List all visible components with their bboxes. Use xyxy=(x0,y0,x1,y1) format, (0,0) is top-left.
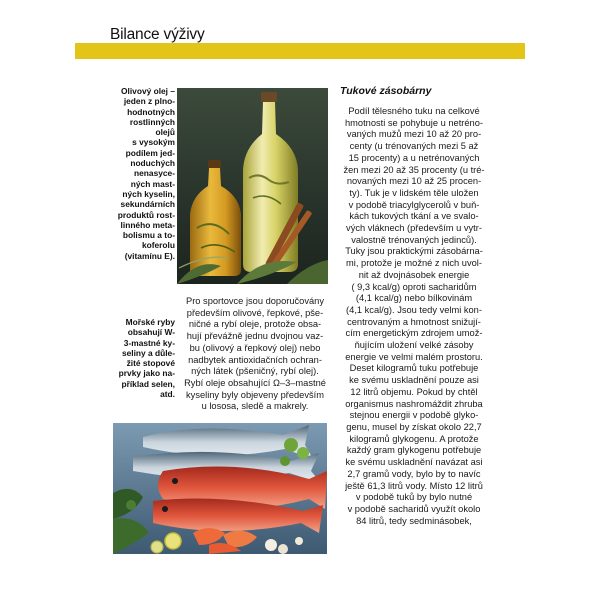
text-line: každý gram glykogenu potřebuje xyxy=(346,445,482,456)
caption-line: podílem jed- xyxy=(125,147,175,158)
caption-line: linného meta- xyxy=(120,219,175,230)
text-line: Deset kilogramů tuku potřebuje xyxy=(349,363,479,374)
olive-oil-bottles-photo xyxy=(177,88,328,284)
text-line: 15 procenty) a u netrénovaných xyxy=(348,152,480,163)
text-line: Tuky jsou praktickými zásobárna- xyxy=(345,246,483,257)
text-line: v podobě triacylglycerolů v buň- xyxy=(348,199,480,210)
text-line: 12 litrů objemu. Pokud by chtěl xyxy=(350,386,478,397)
text-line: ničné a rybí oleje, protože obsa- xyxy=(188,319,322,330)
text-line: především olivové, řepkové, pše- xyxy=(186,307,324,318)
text-line: hují převážně jednu dvojnou vaz- xyxy=(186,331,324,342)
text-line: v podobě sacharidů využít okolo xyxy=(347,503,481,514)
text-line: centrovaným a hmotnost snižují- xyxy=(347,316,481,327)
text-line: genu, musel by získat okolo 22,7 xyxy=(346,421,482,432)
text-line: ných látek (pšeničný, rybí olej). xyxy=(191,366,319,377)
text-line: hmotnosti se pohybuje u netréno- xyxy=(345,117,483,128)
text-line: ( 9,3 kcal/g) oproti sacharidům xyxy=(351,281,477,292)
caption-line: bolismu a to- xyxy=(122,230,175,241)
text-line: Podíl tělesného tuku na celkové xyxy=(348,106,480,116)
caption-line: 3-mastné ky- xyxy=(123,337,175,348)
caption-line: ných mast- xyxy=(130,178,175,189)
text-line: vaných mužů mezi 10 až 20 pro- xyxy=(346,129,482,140)
header-accent-bar xyxy=(75,43,525,59)
text-line: bu (olivový a řepkový olej) nebo xyxy=(189,342,321,353)
oil-photo-caption xyxy=(100,86,175,261)
caption-line: příklad selen, xyxy=(121,378,175,389)
caption-line: s vysokým xyxy=(132,137,175,148)
caption-line: sekundárních xyxy=(120,199,175,210)
text-line: centy (u trénovaných mezi 5 až xyxy=(349,141,479,152)
caption-line: jeden z plno- xyxy=(123,96,175,107)
text-line: stejnou energii v podobě glyko- xyxy=(349,410,479,421)
text-line: vých vláknech (především u vytr- xyxy=(346,223,482,234)
text-line: kyseliny byly objeveny především xyxy=(186,389,324,400)
caption-line: hodnotných xyxy=(127,106,175,117)
text-line: ňujícím uložení velké zásoby xyxy=(354,340,474,351)
caption-line: (vitamínu E). xyxy=(124,250,175,261)
text-line: u lososa, sledě a makrely. xyxy=(201,401,309,412)
text-line: kách tukových tkání a ve svalo- xyxy=(349,211,479,222)
caption-line: atd. xyxy=(160,389,175,400)
caption-line: produktů rost- xyxy=(117,209,175,220)
caption-line: Mořské ryby xyxy=(125,317,175,327)
text-line: novaných mezi 10 až 25 procen- xyxy=(346,176,482,187)
text-line: ještě 61,3 litrů vody. Místo 12 litrů xyxy=(345,480,483,491)
text-line: (4,1 kcal/g). Jsou tedy velmi kon- xyxy=(346,304,482,315)
caption-line: nenasyce- xyxy=(134,168,175,179)
fish-photo-caption xyxy=(100,317,175,399)
text-line: ty). Tuk je v lidském těle uložen xyxy=(349,187,479,198)
text-line: 2,7 gramů vody, bylo by to navíc xyxy=(347,468,481,479)
caption-line: obsahují W- xyxy=(127,327,175,338)
text-line: energie ve velmi malém prostoru. xyxy=(345,351,483,362)
page-title: Bilance výživy xyxy=(110,26,205,43)
section-heading: Tukové zásobárny xyxy=(340,85,432,97)
sea-fish-photo xyxy=(113,423,327,554)
caption-line: ných kyselin, xyxy=(122,188,175,199)
text-line: (4,1 kcal/g) nebo bílkovinám xyxy=(355,293,473,304)
text-line: valostně trénovaných jedinců). xyxy=(351,234,477,245)
text-line: Rybí oleje obsahující Ω–3–mastné xyxy=(184,377,326,388)
text-line: ke svému uskladnění navázat asi xyxy=(345,457,483,468)
caption-line: koferolu xyxy=(141,240,175,251)
caption-line: noduchých xyxy=(130,158,175,169)
text-line: v podobě tuků by bylo nutné xyxy=(355,492,473,503)
caption-line: rostlinných xyxy=(129,116,175,127)
text-line: mi, protože je možné z nich uvol- xyxy=(346,258,482,269)
caption-line: Olivový olej – xyxy=(121,86,175,96)
text-line: kilogramů glykogenu. A protože xyxy=(349,433,479,444)
caption-line: seliny a důle- xyxy=(121,347,175,358)
caption-line: olejů xyxy=(155,127,175,138)
text-line: cím energetickým zdrojem umož- xyxy=(345,328,483,339)
text-line: žen mezi 20 až 35 procenty (u tré- xyxy=(343,164,485,175)
text-line: nit až dvojnásobek energie xyxy=(358,269,470,280)
text-line: organismus nashromáždit zhruba xyxy=(345,398,483,409)
text-line: 84 litrů, tedy sedminásobek, xyxy=(356,515,472,526)
text-line: nadbytek antioxidačních ochran- xyxy=(188,354,322,365)
text-line: Pro sportovce jsou doporučovány xyxy=(186,296,324,306)
left-column-text xyxy=(176,296,334,413)
text-line: ke svému uskladnění pouze asi xyxy=(349,375,479,386)
caption-line: prvky jako na- xyxy=(118,368,175,379)
right-column-text xyxy=(336,106,492,527)
caption-line: žité stopové xyxy=(126,358,175,369)
